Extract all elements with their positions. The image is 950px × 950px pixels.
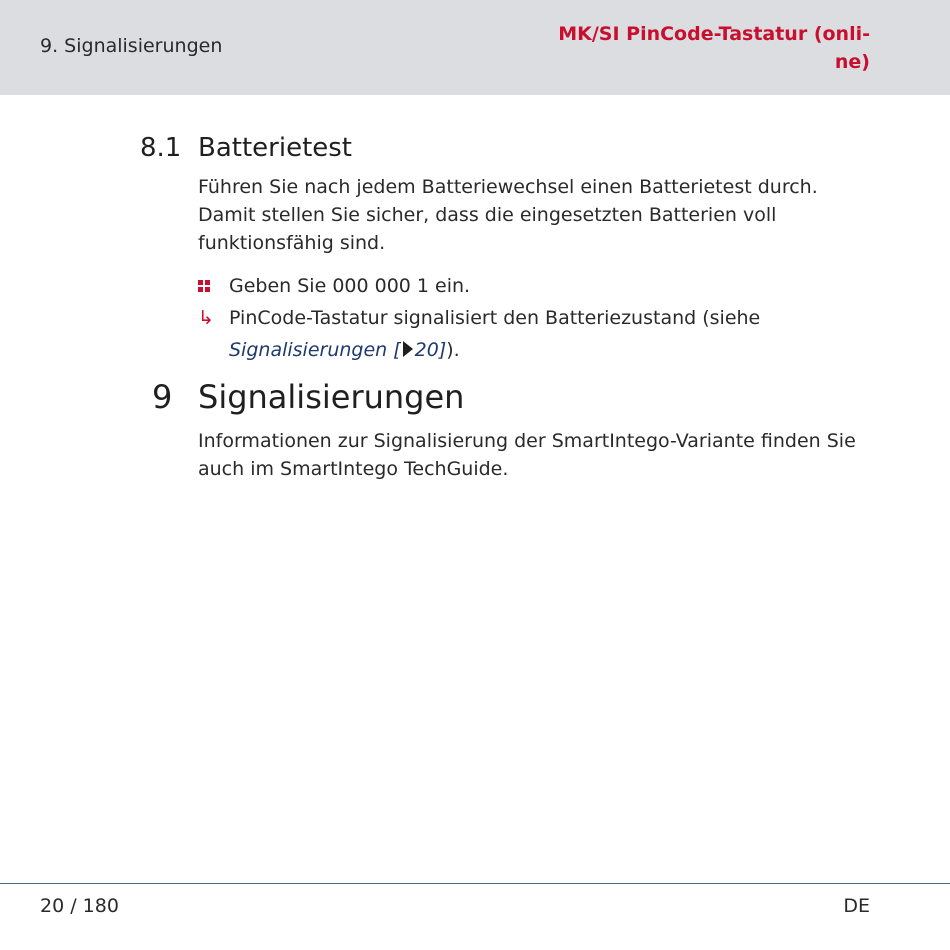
step-grid-icon	[198, 270, 218, 302]
section-paragraph: Führen Sie nach jedem Batteriewechsel einen Batterietest durch. Damit stellen Sie sicher, dass die eingesetzten Batterien voll funktionsfähig sind.	[198, 176, 818, 254]
section-number: 8.1	[140, 133, 182, 163]
result-text-before: PinCode-Tastatur signalisiert den Batteriezustand (siehe	[229, 307, 761, 329]
result-text	[229, 302, 879, 366]
cross-reference-link[interactable]: Signalisierungen [ 20]	[229, 339, 447, 361]
header-product-line1: MK/SI PinCode-Tastatur (onli-	[558, 23, 870, 45]
header-product-line2: ne)	[834, 51, 870, 73]
chapter-number: 9	[152, 378, 173, 416]
header-section-title: 9. Signalisierungen	[40, 35, 223, 57]
footer-divider	[0, 883, 950, 884]
step-text: Geben Sie 000 000 1 ein.	[229, 275, 471, 297]
result-text-after: ).	[446, 339, 460, 361]
page-header	[0, 0, 950, 95]
result-arrow-icon: ↳	[198, 307, 214, 329]
page-number: 20 / 180	[40, 895, 119, 917]
language-code: DE	[843, 895, 870, 917]
chapter-title: Signalisierungen	[198, 378, 465, 416]
section-title: Batterietest	[198, 133, 352, 163]
chapter-paragraph: Informationen zur Signalisierung der SmartIntego-Variante finden Sie auch im SmartIntego TechGuide.	[198, 430, 856, 480]
page-arrow-icon	[403, 341, 413, 357]
header-product-title	[540, 20, 870, 76]
